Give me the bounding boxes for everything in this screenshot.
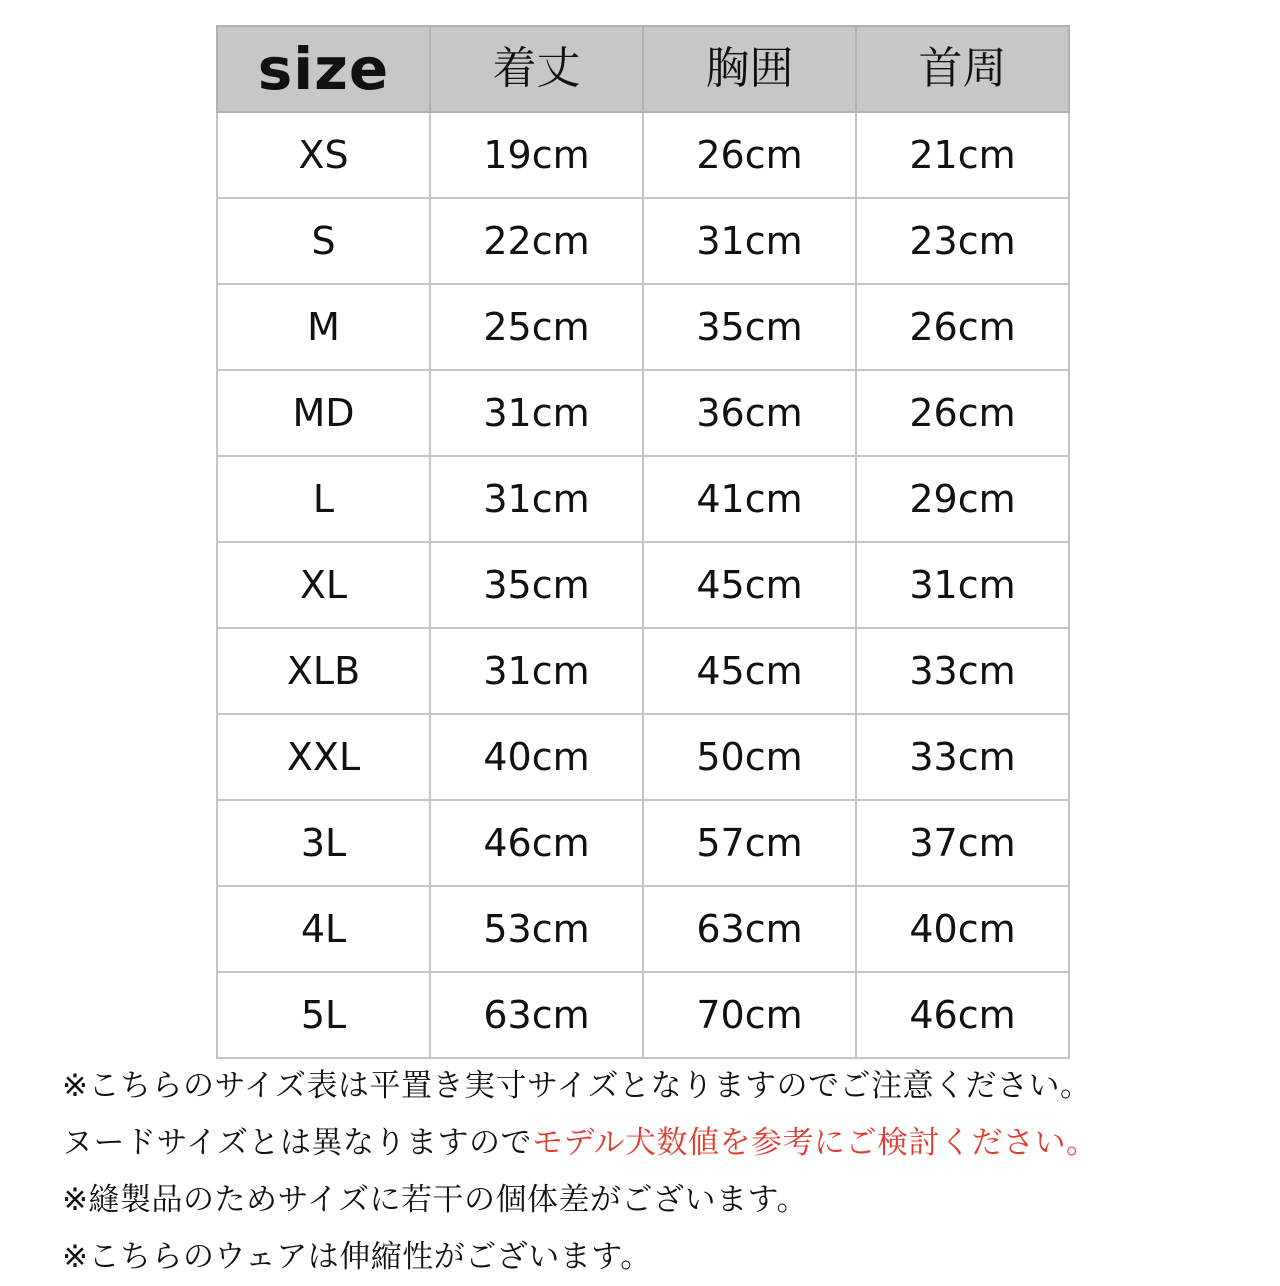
header-chest: 胸囲 — [643, 26, 856, 112]
header-neck: 首周 — [856, 26, 1069, 112]
note-stretch: ※こちらのウェアは伸縮性がございます。 — [62, 1239, 652, 1275]
table-row — [217, 714, 1069, 800]
table-row — [217, 800, 1069, 886]
size-label: XXL — [217, 714, 430, 800]
chest-value: 63cm — [643, 886, 856, 972]
length-value: 31cm — [430, 370, 643, 456]
length-value: 35cm — [430, 542, 643, 628]
neck-value: 40cm — [856, 886, 1069, 972]
table-row — [217, 370, 1069, 456]
length-value: 31cm — [430, 628, 643, 714]
length-value: 25cm — [430, 284, 643, 370]
neck-value: 37cm — [856, 800, 1069, 886]
size-label: L — [217, 456, 430, 542]
size-notes — [62, 1058, 1262, 1286]
neck-value: 33cm — [856, 628, 1069, 714]
note-nude-size — [62, 1115, 1262, 1172]
chest-value: 41cm — [643, 456, 856, 542]
length-value: 63cm — [430, 972, 643, 1058]
neck-value: 31cm — [856, 542, 1069, 628]
size-chart-body — [217, 112, 1069, 1058]
header-row — [217, 26, 1069, 112]
size-chart-header — [217, 26, 1069, 112]
size-label: MD — [217, 370, 430, 456]
chest-value: 50cm — [643, 714, 856, 800]
length-value: 31cm — [430, 456, 643, 542]
chest-value: 45cm — [643, 628, 856, 714]
note-flat-measurement: ※こちらのサイズ表は平置き実寸サイズとなりますのでご注意ください。 — [62, 1068, 1092, 1104]
header-length: 着丈 — [430, 26, 643, 112]
table-row — [217, 112, 1069, 198]
neck-value: 21cm — [856, 112, 1069, 198]
length-value: 40cm — [430, 714, 643, 800]
size-label: M — [217, 284, 430, 370]
table-row — [217, 284, 1069, 370]
table-row — [217, 542, 1069, 628]
chest-value: 45cm — [643, 542, 856, 628]
length-value: 19cm — [430, 112, 643, 198]
table-row — [217, 972, 1069, 1058]
neck-value: 26cm — [856, 284, 1069, 370]
chest-value: 70cm — [643, 972, 856, 1058]
neck-value: 23cm — [856, 198, 1069, 284]
neck-value: 33cm — [856, 714, 1069, 800]
chest-value: 26cm — [643, 112, 856, 198]
size-chart-table — [216, 25, 1070, 1059]
length-value: 46cm — [430, 800, 643, 886]
header-size: size — [217, 26, 430, 112]
length-value: 22cm — [430, 198, 643, 284]
chest-value: 35cm — [643, 284, 856, 370]
table-row — [217, 198, 1069, 284]
note-model-dog-highlight: モデル犬数値を参考にご検討ください。 — [532, 1125, 1098, 1161]
size-label: S — [217, 198, 430, 284]
chest-value: 36cm — [643, 370, 856, 456]
length-value: 53cm — [430, 886, 643, 972]
table-row — [217, 456, 1069, 542]
size-label: XS — [217, 112, 430, 198]
neck-value: 29cm — [856, 456, 1069, 542]
chest-value: 57cm — [643, 800, 856, 886]
size-label: XL — [217, 542, 430, 628]
size-label: 4L — [217, 886, 430, 972]
neck-value: 46cm — [856, 972, 1069, 1058]
table-row — [217, 628, 1069, 714]
chest-value: 31cm — [643, 198, 856, 284]
neck-value: 26cm — [856, 370, 1069, 456]
note-nude-size-text: ヌードサイズとは異なりますので — [62, 1125, 533, 1161]
size-label: 3L — [217, 800, 430, 886]
size-label: 5L — [217, 972, 430, 1058]
size-label: XLB — [217, 628, 430, 714]
note-individual-difference: ※縫製品のためサイズに若干の個体差がございます。 — [62, 1182, 809, 1218]
table-row — [217, 886, 1069, 972]
